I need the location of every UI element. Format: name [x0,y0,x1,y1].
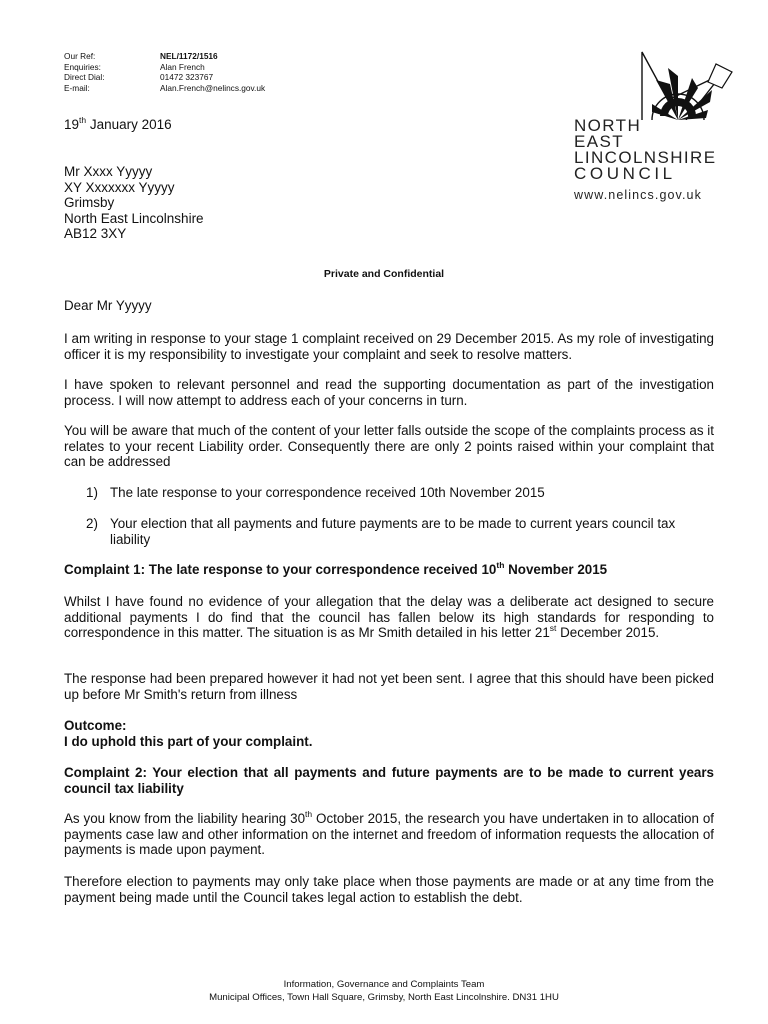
our-ref-label: Our Ref: [64,51,96,61]
email-label: E-mail: [64,82,90,93]
logo-url: www.nelincs.gov.uk [574,188,702,202]
complaint-1-paragraph-1: Whilst I have found no evidence of your allegation that the delay was a deliberate act designed to secure additional payments I do find that the council has fallen below its high standards for responding to correspondence in this matter. The situation is as Mr Smith detailed in his letter 21st December 2015. [64,594,714,641]
address-line: Mr Xxxx Yyyyy [64,164,153,179]
reference-block [64,51,265,93]
letter-date: 19th January 2016 [64,114,172,132]
our-ref-value: NEL/1172/1516 [160,51,218,61]
paragraph-2: I have spoken to relevant personnel and read the supporting documentation as part of the investigation process. I will now attempt to address each of your concerns in turn. [64,377,714,408]
list-item [86,485,714,501]
logo-word: EAST [574,132,625,151]
salutation: Dear Mr Yyyyy [64,298,152,313]
direct-dial-label: Direct Dial: [64,72,105,82]
paragraph-1: I am writing in response to your stage 1 complaint received on 29 December 2015. As my role of investigating officer it is my responsibility to investigate your complaint and seek to resolve matters. [64,331,714,362]
complaint-1-paragraph-2: The response had been prepared however it had not yet been sent. I agree that this should have been picked up before Mr Smith's return from illness [64,671,714,702]
complaint-1-heading: Complaint 1: The late response to your correspondence received 10th November 2015 [64,559,608,577]
logo-word: LINCOLNSHIRE [574,148,717,167]
complaint-2-paragraph-2: Therefore election to payments may only take place when those payments are made or at any time from the payment being made until the Council takes legal action to establish the debt. [64,874,714,905]
enquiries-label: Enquiries: [64,61,101,72]
direct-dial-value: 01472 323767 [160,72,214,82]
address-line: XY Xxxxxxx Yyyyy [64,179,175,195]
address-line: AB12 3XY [64,226,127,242]
footer-line: Information, Governance and Complaints Team [283,979,485,990]
list-item [86,516,714,547]
list-text: The late response to your correspondence received 10th November 2015 [110,485,545,500]
complaint-2-paragraph-1: As you know from the liability hearing 30th October 2015, the research you have undertaken in to allocation of payments case law and other information on the internet and freedom of information requests the allocation of payments is made upon payment. [64,808,714,858]
address-line: Grimsby [64,195,115,211]
outcome-text: I do uphold this part of your complaint. [64,734,313,749]
list-number: 2) [86,516,98,531]
footer-line: Municipal Offices, Town Hall Square, Grimsby, North East Lincolnshire. DN31 1HU [209,991,559,1003]
logo-word: NORTH [574,116,642,135]
logo-word: COUNCIL [574,164,676,183]
enquiries-value: Alan French [160,61,205,72]
address-line: North East Lincolnshire [64,210,204,226]
paragraph-3: You will be aware that much of the content of your letter falls outside the scope of the complaints process as it relates to your recent Liability order. Consequently there are only 2 points raised within your complaint that can be addressed [64,423,714,470]
list-number: 1) [86,485,98,500]
recipient-address [64,164,204,242]
private-confidential-heading: Private and Confidential [323,268,445,280]
compass-emblem-icon [612,50,738,120]
outcome-label: Outcome: [64,718,127,733]
complaint-2-heading: Complaint 2: Your election that all payments and future payments are to be made to current years council tax liability [64,765,714,796]
council-logo [566,50,738,210]
email-value: Alan.French@nelincs.gov.uk [160,82,266,93]
list-text: Your election that all payments and future payments are to be made to current years council tax liability [110,516,676,547]
page-footer [0,979,768,1004]
